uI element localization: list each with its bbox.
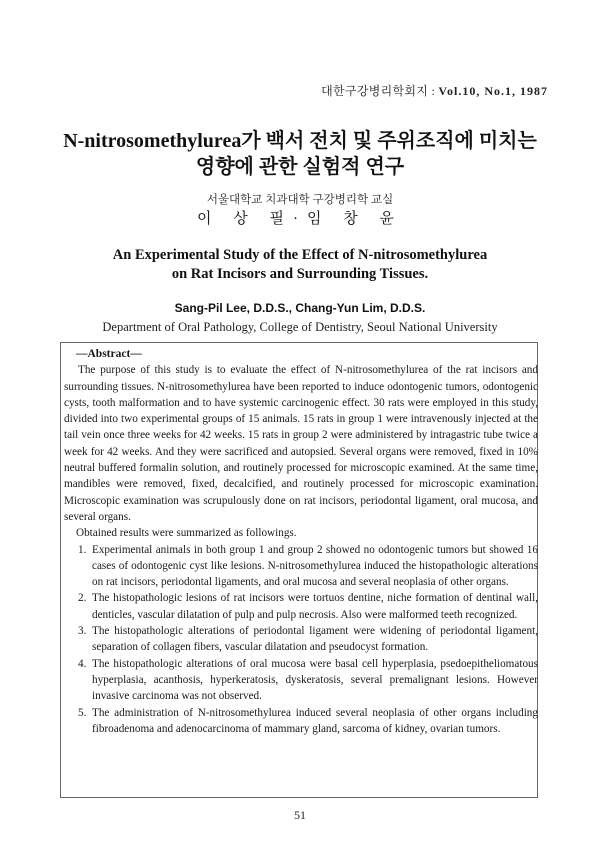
result-number: 5. [78,706,87,719]
result-text: The administration of N-nitrosomethylurea induced several neoplasia of other organs including fibroadenoma and adenocarcinoma of mammary gland, sarcoma of kidney, ovarian tumors. [92,706,538,735]
result-text: The histopathologic lesions of rat incisors were tortuos dentine, niche formation of dentinal wall, denticles, vascular dilatation of pulp and pulp necrosis. Also were malformed teeth recognized. [92,592,538,621]
english-department: Department of Oral Pathology, College of Dentistry, Seoul National University [102,320,498,334]
journal-name: 대한구강병리학회지 : [321,84,439,98]
result-item [64,705,538,738]
result-text: The histopathologic alterations of periodontal ligament were widening of periodontal ligament, separation of collagen fibers, vascular dilatation and pseudocyst formation. [92,625,538,654]
result-text: Experimental animals in both group 1 and group 2 showed no odontogenic tumors but showed 16 cases of odontogenic cyst like lesions. N-nitrosomethylurea induced the histopathologic alterations on rat incisors, periodontal ligaments, and oral mucosa and several neoplasia of other organs. [92,543,538,589]
result-item [64,590,538,623]
result-item [64,623,538,656]
result-number: 3. [78,625,87,638]
korean-title-line-2: 영향에 관한 실험적 연구 [195,156,405,178]
korean-affiliation: 서울대학교 치과대학 구강병리학 교실 [206,194,394,206]
result-item [64,542,538,591]
result-number: 2. [78,592,87,605]
abstract-section [64,346,538,737]
journal-volume: Vol.10, No.1, 1987 [438,84,548,98]
english-title-line-2: on Rat Incisors and Surrounding Tissues. [171,266,429,282]
journal-header [321,82,548,99]
results-list [64,542,538,738]
page-number: 51 [294,808,306,822]
abstract-body: The purpose of this study is to evaluate the effect of N-nitrosomethylurea of the rat incisors and surrounding tissues. N-nitrosomethylurea have been reported to induce odontogenic tumors, odontogenic cysts, tooth malformation and to have systemic carcinogenic effect. 30 rats were employed in this study, divided into two experimental groups of 15 animals. 15 rats in group 1 were intravenously injected at the tail vein once three weeks for 42 weeks. 15 rats in group 2 were administered by intragastric tube twice a week for 42 weeks. And they were sacrificed and autopsied. Several organs were removed, fixed in 10% neutral buffered formalin solution, and routinely processed for microscopic examined. At the same time, mandibles were removed, fixed, decalcified, and routinely processed for microscopic examination. Microscopic examination was scrupulously done on rat incisors, periodontal ligament, oral mucosa, and several organs. [64,364,538,523]
korean-authors: 이 상 필·임 창 윤 [197,211,403,227]
results-intro: Obtained results were summarized as followings. [76,527,297,540]
korean-title-line-1: N-nitrosomethylurea가 백서 전치 및 주위조직에 미치는 [63,130,537,152]
result-item [64,656,538,705]
abstract-heading: —Abstract— [76,348,142,360]
result-number: 4. [78,657,87,670]
english-authors: Sang-Pil Lee, D.D.S., Chang-Yun Lim, D.D.S. [174,301,426,315]
result-number: 1. [78,543,87,556]
result-text: The histopathologic alterations of oral mucosa were basal cell hyperplasia, psedoepitheliomatous hyperplasia, acanthosis, hyperkeratosis, dyskeratosis, several premalignant lesions. However invasive carcinoma was not observed. [92,657,538,703]
english-title-line-1: An Experimental Study of the Effect of N-nitrosomethylurea [112,247,488,263]
